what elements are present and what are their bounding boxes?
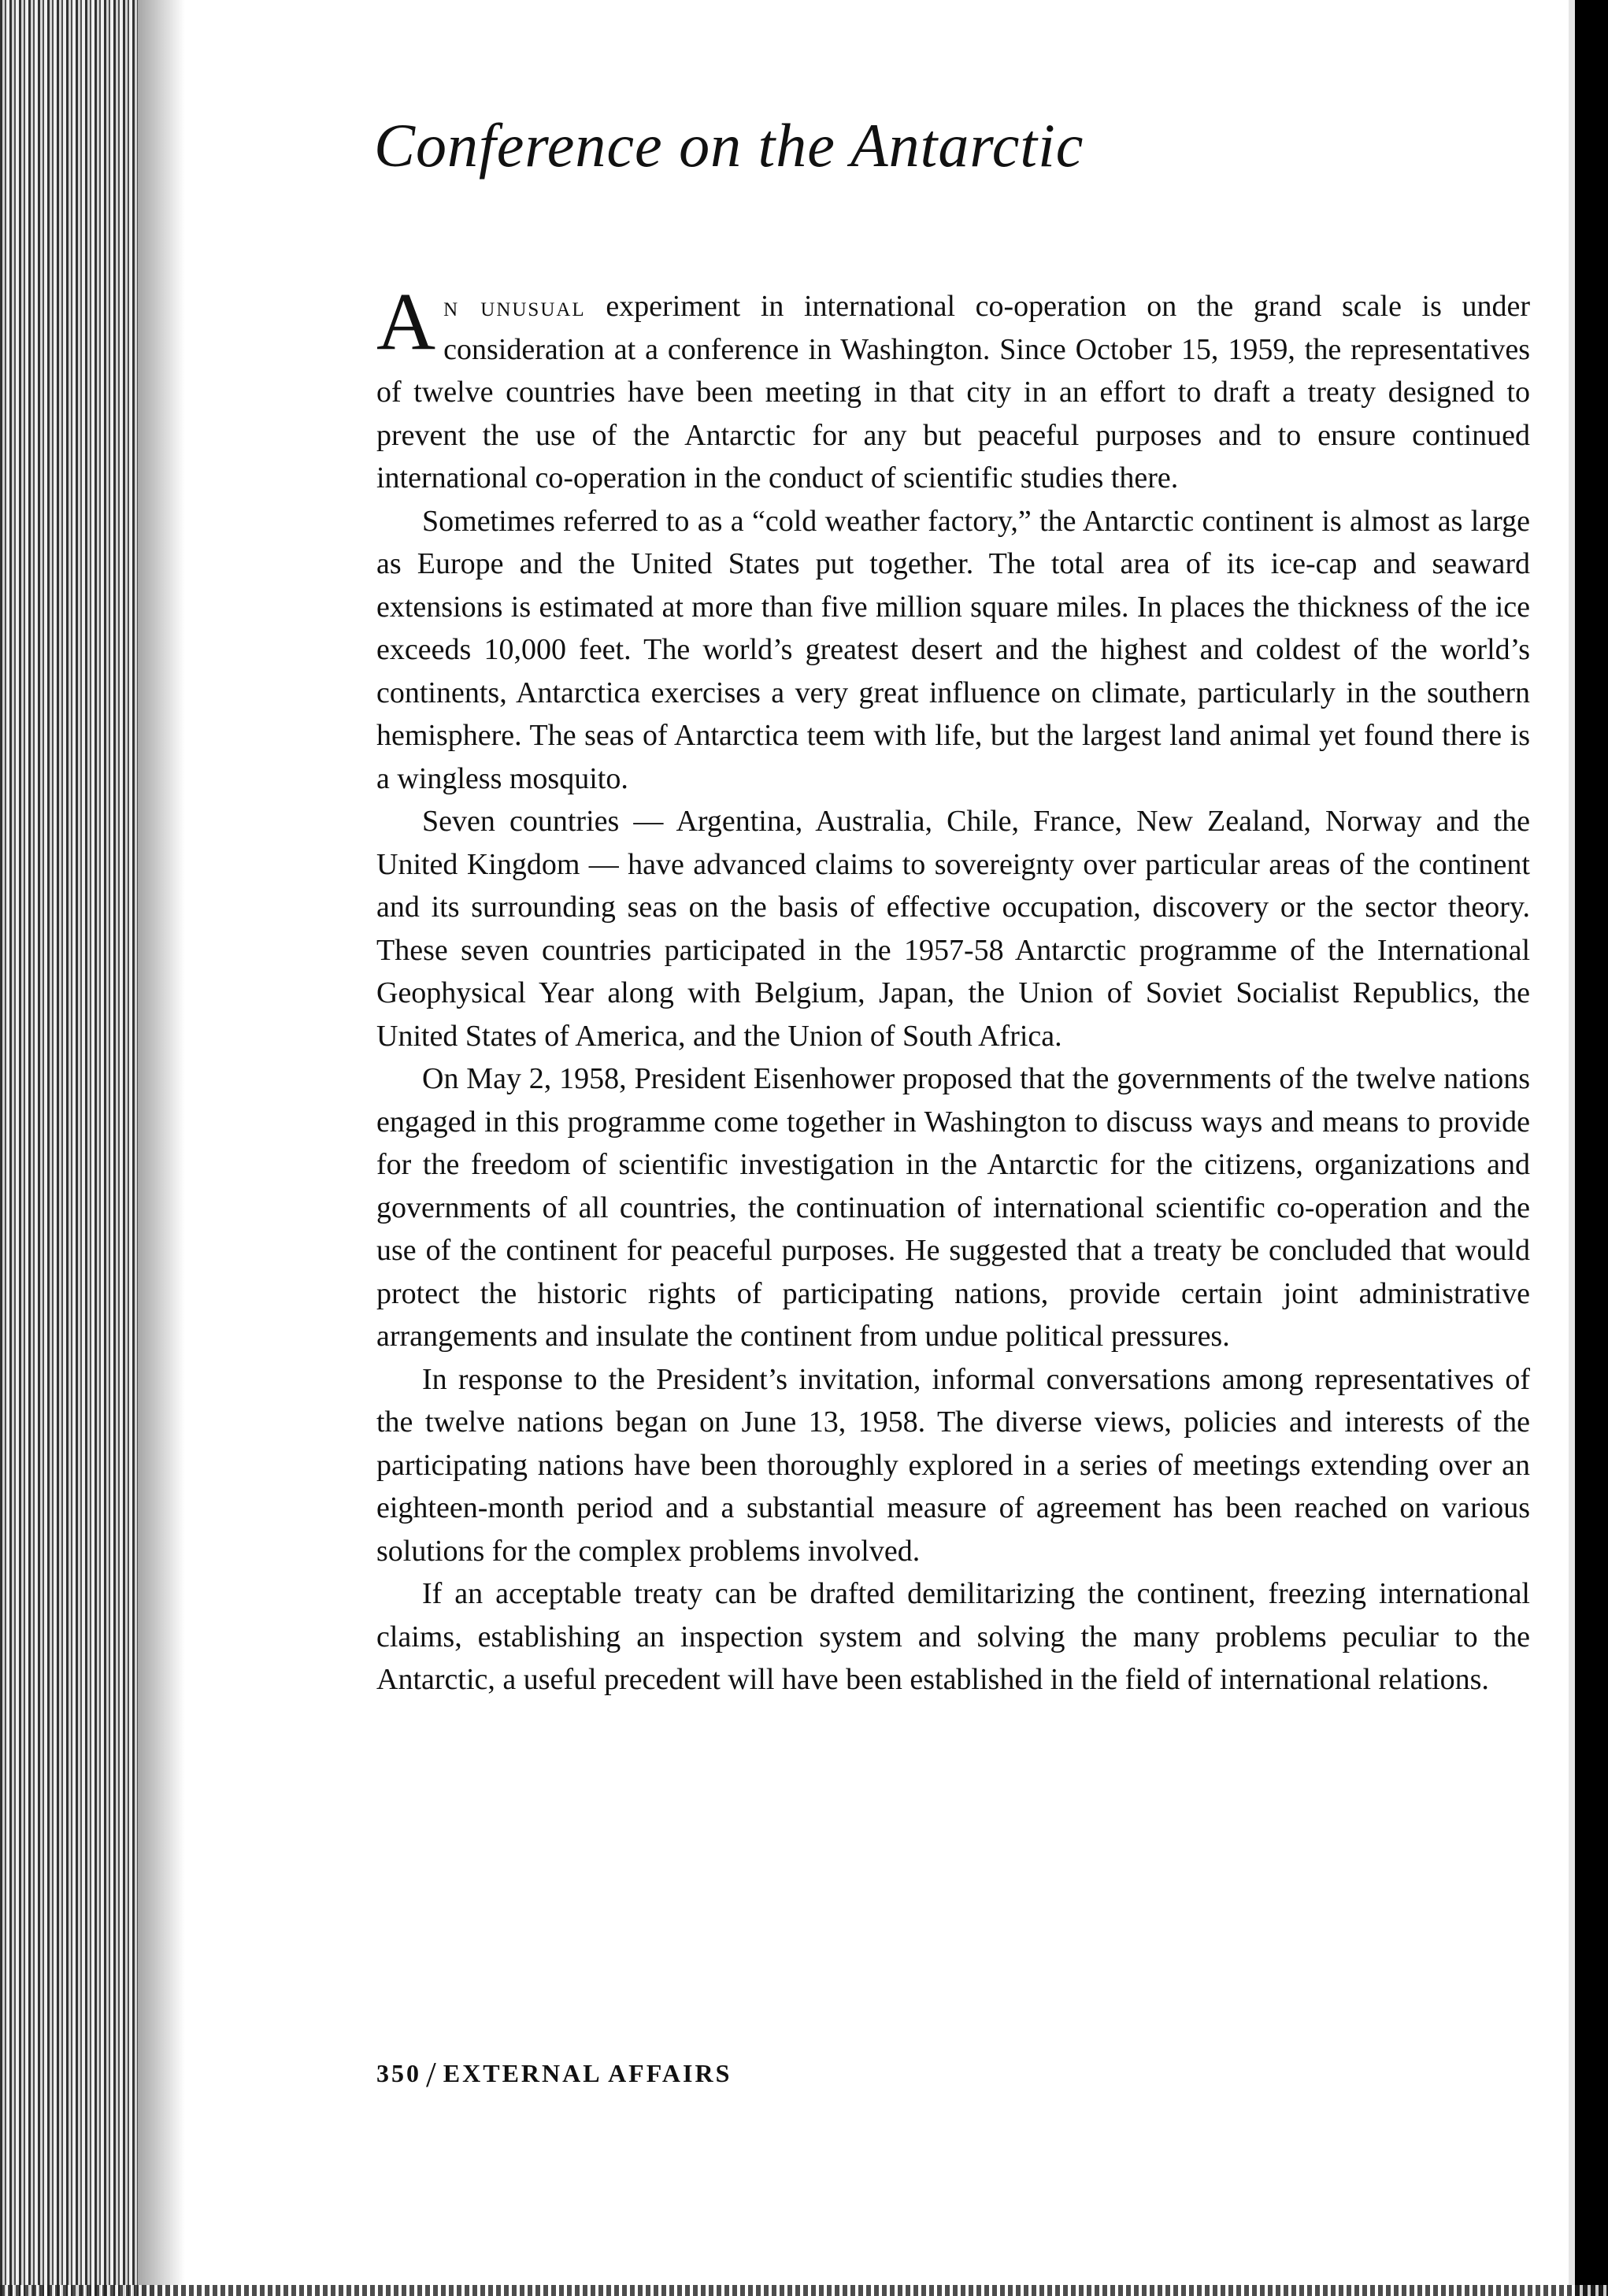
paragraph-1 — [376, 276, 1531, 500]
lead-small-caps: n unusual — [443, 291, 586, 322]
right-page-gap — [1569, 0, 1575, 2296]
publication-name: EXTERNAL AFFAIRS — [443, 2059, 732, 2087]
paragraph-4: On May 2, 1958, President Eisenhower proposed that the governments of the twelve nations engaged in this programme come together in Washington to discuss ways and means to provide for the freedom of scientific investigation in the Antarctic for the citizens, organizations and governments of all countries, the continuation of international scientific co-operation and the use of the continent for peaceful purposes. He suggested that a treaty be concluded that would protect the historic rights of participating nations, provide certain joint administrative arrangements and insulate the continent from undue political pressures. — [376, 1062, 1530, 1353]
footer-separator: / — [426, 2054, 439, 2094]
bottom-scan-edge — [0, 2285, 1608, 2296]
paragraph-2: Sometimes referred to as a “cold weather factory,” the Antarctic continent is almost as large as Europe and the United States put together. The total area of its ice-cap and seaward extensions is estimated at more than five million square miles. In places the thickness of the ice exceeds 10,000 feet. The world’s greatest desert and the highest and coldest of the world’s continents, Antarctica exercises a very great influence on climate, particularly in the southern hemisphere. The seas of Antarctica teem with life, but the largest land animal yet found there is a wingless mosquito. — [376, 504, 1530, 795]
drop-cap: A — [376, 276, 436, 367]
page-footer — [376, 2053, 732, 2095]
article-body — [376, 276, 1531, 1702]
page-number: 350 — [376, 2059, 421, 2087]
paragraph-3: Seven countries — Argentina, Australia, Chile, France, New Zealand, Norway and the United Kingdom — have advanced claims to sovereignty over particular areas of the continent and its surrounding seas on the basis of effective occupation, discovery or the sector theory. These seven countries participated in the 1957-58 Antarctic programme of the International Geophysical Year along with Belgium, Japan, the Union of Soviet Socialist Republics, the United States of America, and the Union of South Africa. — [376, 805, 1530, 1053]
paragraph-6: If an acceptable treaty can be drafted demilitarizing the continent, freezing international claims, establishing an inspection system and solving the many problems peculiar to the Antarctic, a useful precedent will have been established in the field of international relations. — [376, 1577, 1530, 1696]
paragraph-1-text: experiment in international co-operation on the grand scale is under consideration at a conference in Washington. Since October 15, 1959, the representatives of twelve countries have been meeting in that city in an effort to draft a treaty designed to prevent the use of the Antarctic for any but peaceful purposes and to ensure continued international co-operation in the conduct of scientific studies there. — [376, 290, 1531, 494]
page-title: Conference on the Antarctic — [374, 111, 1084, 180]
binding-shadow — [138, 0, 185, 2296]
right-scan-edge — [1575, 0, 1608, 2296]
page-binding-edge — [0, 0, 138, 2296]
paragraph-5: In response to the President’s invitation, informal conversations among representatives of the twelve nations began on June 13, 1958. The diverse views, policies and interests of the participating nations have been thoroughly explored in a series of meetings extending over an eighteen-month period and a substantial measure of agreement has been reached on various solutions for the complex problems involved. — [376, 1362, 1530, 1568]
